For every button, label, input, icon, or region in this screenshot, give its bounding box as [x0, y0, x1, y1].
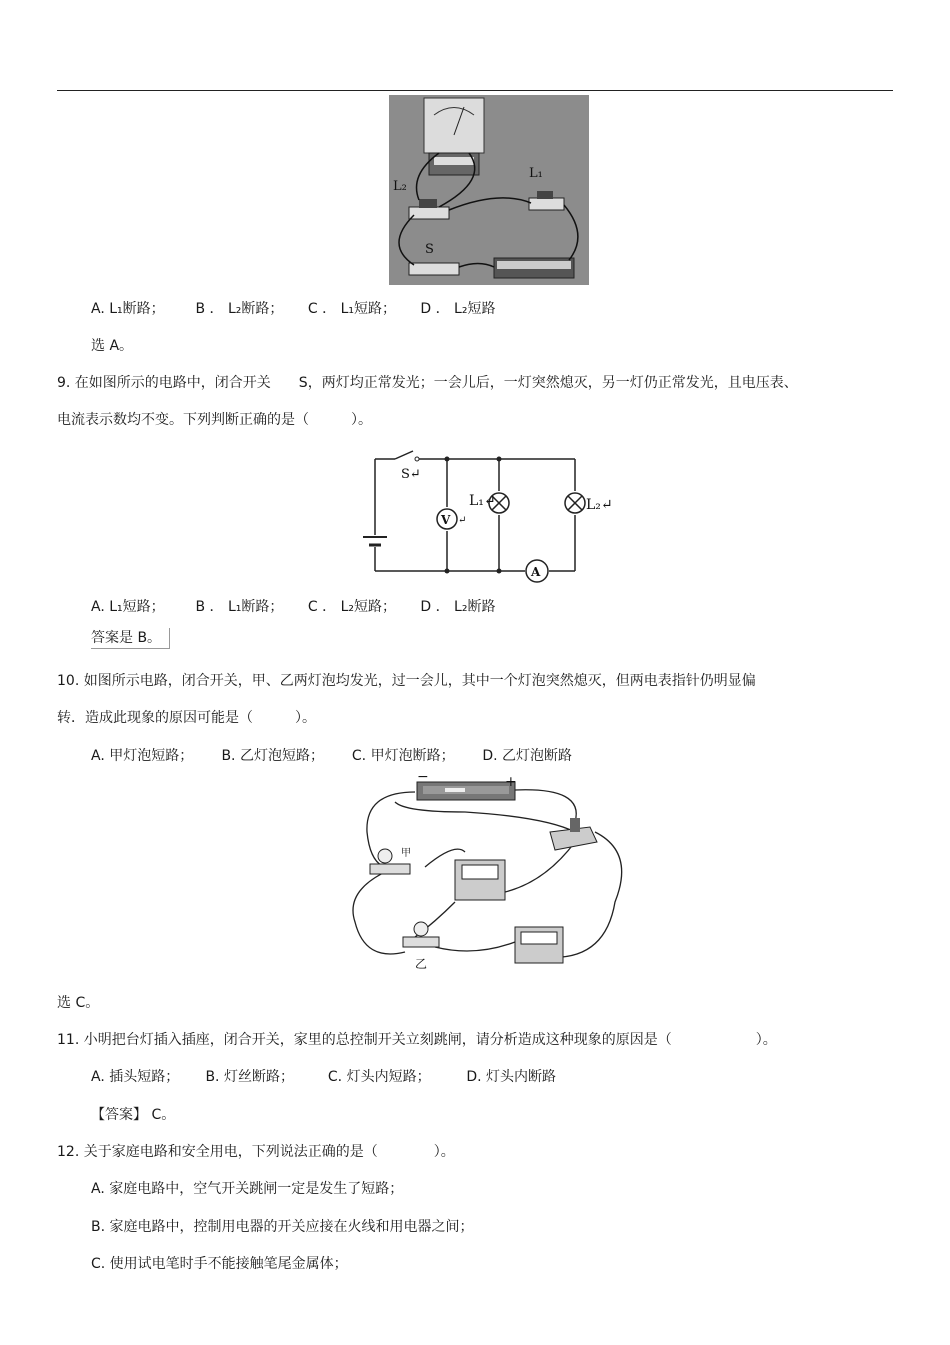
q9-text-line1: 9. 在如图所示的电路中，闭合开关 S，两灯均正常发光；一会儿后，一灯突然熄灭，另一灯仍正常发光，且电压表、 — [57, 375, 798, 391]
q8-option-d: D ． L₂短路 — [420, 301, 496, 317]
label-l2: L₂ — [393, 179, 407, 194]
q11-answer: 【答案】 C。 — [91, 1107, 176, 1123]
q10-options — [91, 747, 572, 765]
q10-option-c: C. 甲灯泡断路； — [351, 748, 455, 764]
q8-answer: 选 A。 — [91, 338, 134, 354]
q10-option-a: A. 甲灯泡短路； — [91, 748, 194, 764]
q9-options — [91, 598, 495, 616]
q12-option-a: A. 家庭电路中，空气开关跳闸一定是发生了短路； — [91, 1181, 404, 1197]
q10-text-line2: 转．造成此现象的原因可能是（ ）。 — [57, 710, 316, 726]
q8-option-b: B ． L₂断路； — [195, 301, 284, 317]
q9-option-d: D ． L₂断路 — [420, 599, 496, 615]
q9-circuit-diagram — [355, 445, 613, 585]
q9-option-c: C ． L₂短路； — [307, 599, 396, 615]
label-s: S↵ — [401, 467, 421, 482]
q11-option-c: C. 灯头内短路； — [327, 1069, 431, 1085]
q10-circuit-drawing — [345, 769, 635, 972]
q11-option-b: B. 灯丝断路； — [205, 1069, 294, 1085]
q11-options — [91, 1068, 556, 1086]
label-l1: L₁↵ — [469, 493, 496, 509]
q10-text-line1: 10. 如图所示电路，闭合开关，甲、乙两灯泡均发光，过一会儿，其中一个灯泡突然熄灭，但两电表指针仍明显偏 — [57, 673, 756, 689]
ammeter-symbol: A — [531, 565, 541, 579]
voltmeter-mark: ↵ — [458, 515, 467, 526]
plus-terminal: + — [505, 774, 517, 790]
q12-text-line1: 12. 关于家庭电路和安全用电，下列说法正确的是（ ）。 — [57, 1144, 455, 1160]
q9-answer: 答案是 B。 — [91, 628, 170, 649]
q10-option-b: B. 乙灯泡短路； — [221, 748, 324, 764]
q12-option-b: B. 家庭电路中，控制用电器的开关应接在火线和用电器之间； — [91, 1219, 474, 1235]
q8-option-c: C ． L₁短路； — [307, 301, 396, 317]
minus-terminal: − — [417, 769, 429, 785]
q12-option-c: C. 使用试电笔时手不能接触笔尾金属体； — [91, 1256, 348, 1272]
q8-options — [91, 300, 495, 318]
q9-option-a: A. L₁短路； — [91, 599, 165, 615]
q8-option-a: A. L₁断路； — [91, 301, 165, 317]
q9-option-b: B ． L₁断路； — [195, 599, 284, 615]
q10-option-d: D. 乙灯泡断路 — [482, 748, 573, 764]
label-s: S — [425, 242, 434, 257]
header-rule — [57, 90, 893, 91]
label-jia: 甲 — [401, 848, 411, 859]
q10-answer: 选 C。 — [57, 995, 100, 1011]
q8-circuit-photo — [389, 95, 589, 285]
q9-text-line2: 电流表示数均不变。下列判断正确的是（ ）。 — [57, 412, 372, 428]
label-l2: L₂↵ — [586, 497, 613, 513]
q11-option-a: A. 插头短路； — [91, 1069, 180, 1085]
q11-option-d: D. 灯头内断路 — [466, 1069, 557, 1085]
label-yi: 乙 — [415, 957, 428, 971]
label-l1: L₁ — [529, 166, 543, 181]
q11-text-line1: 11. 小明把台灯插入插座，闭合开关，家里的总控制开关立刻跳闸，请分析造成这种现象的原因是（ ）。 — [57, 1032, 777, 1048]
voltmeter-symbol: V — [441, 513, 451, 527]
